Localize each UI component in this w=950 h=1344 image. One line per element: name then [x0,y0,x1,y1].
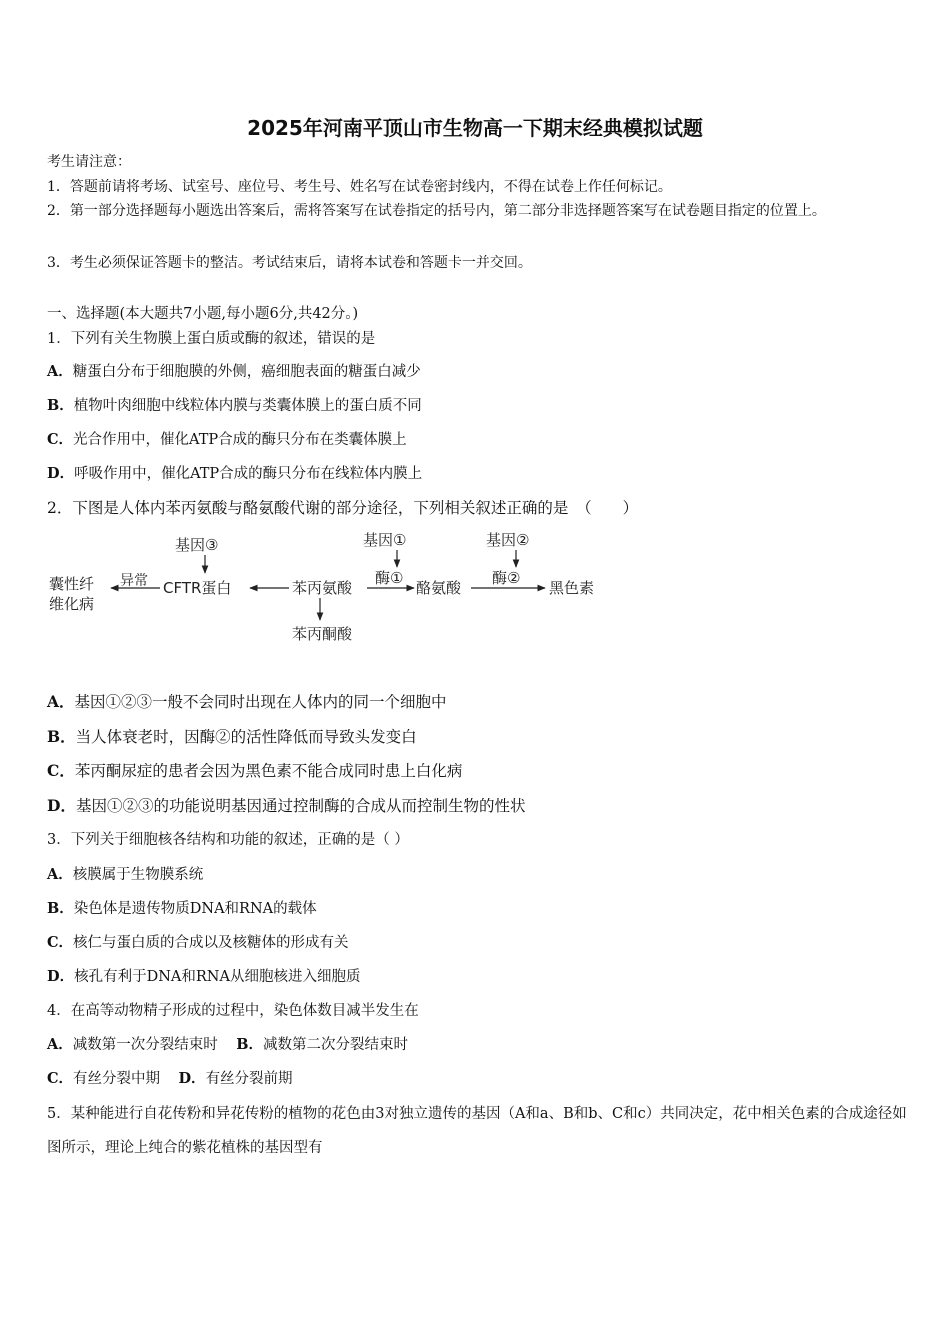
option-text: 基因①②③一般不会同时出现在人体内的同一个细胞中 [74,693,447,711]
q3-option-c [47,931,349,952]
option-text: 苯丙酮尿症的患者会因为黑色素不能合成同时患上白化病 [74,762,463,780]
option-text: 有丝分裂前期 [205,1071,293,1087]
q2-option-c [47,759,462,781]
option-text: 染色体是遗传物质DNA和RNA的载体 [73,901,317,917]
gene3-label: 基因③ [175,536,219,554]
option-text: 有丝分裂中期 [73,1071,161,1087]
notice-item-3: 3．考生必须保证答题卡的整洁。考试结束后，请将本试卷和答题卡一并交回。 [47,255,532,271]
option-text: 当人体衰老时，因酶②的活性降低而导致头发变白 [75,728,417,746]
option-label: C． [47,1070,74,1087]
q3-option-b [47,897,317,918]
tyrosine-label: 酪氨酸 [416,579,462,597]
gene1-label: 基因① [363,531,407,549]
option-text: 核孔有利于DNA和RNA从细胞核进入细胞质 [74,969,361,985]
q4-options-row1 [47,1033,408,1054]
option-text: 核仁与蛋白质的合成以及核糖体的形成有关 [73,935,349,951]
option-text: 糖蛋白分布于细胞膜的外侧，癌细胞表面的糖蛋白减少 [72,364,421,380]
option-text: 呼吸作用中，催化ATP合成的酶只分布在线粒体内膜上 [74,466,423,482]
notice-heading: 考生请注意： [47,154,131,170]
option-label: C． [47,431,74,448]
enzyme2-label: 酶② [492,569,521,587]
option-label: D． [178,1070,206,1087]
q5-stem: 5．某种能进行自花传粉和异花传粉的植物的花色由3对独立遗传的基因（A和a、B和b、C和c）共同决定，花中相关色素的合成途径如图所示，理论上纯合的紫花植株的基因型有 [47,1106,907,1156]
option-label: A． [47,866,73,883]
section-heading: 一、选择题(本大题共7小题,每小题6分,共42分。) [47,306,359,322]
option-label: A． [47,1036,73,1053]
option-label: B． [47,727,76,746]
q2-option-d [47,794,525,816]
option-label: B． [47,900,74,917]
q1-option-a [47,360,421,381]
option-label: D． [47,796,76,815]
q4-options-row2 [47,1067,293,1088]
option-label: D． [47,465,75,482]
metabolism-pathway-diagram [45,527,605,657]
option-label: A． [47,363,73,380]
option-label: B． [236,1036,263,1053]
enzyme1-label: 酶① [375,569,404,587]
melanin-label: 黑色素 [549,579,595,597]
option-label: C． [47,761,75,780]
disease-label-line1: 囊性纤 [49,575,95,593]
gene2-label: 基因② [486,531,530,549]
notice-item-1: 1．答题前请将考场、试室号、座位号、考生号、姓名写在试卷密封线内，不得在试卷上作任何标记。 [47,179,672,195]
q2-stem: 2．下图是人体内苯丙氨酸与酪氨酸代谢的部分途径，下列相关叙述正确的是 （ ） [47,499,639,517]
page-title: 2025年河南平顶山市生物高一下期末经典模拟试题 [247,116,703,140]
q2-option-a [47,690,447,712]
option-text: 核膜属于生物膜系统 [72,867,204,883]
q1-option-d [47,462,422,483]
q3-option-d [47,965,360,986]
q3-option-a [47,863,203,884]
abnormal-label: 异常 [120,573,148,589]
cftr-protein-label: CFTR蛋白 [163,579,232,597]
option-label: D． [47,968,75,985]
option-label: C． [47,934,74,951]
option-text: 减数第二次分裂结束时 [262,1037,408,1053]
q1-stem: 1．下列有关生物膜上蛋白质或酶的叙述，错误的是 [47,331,376,347]
notice-item-2: 2．第一部分选择题每小题选出答案后，需将答案写在试卷指定的括号内，第二部分非选择题答案写在试卷题目指定的位置上。 [47,203,826,219]
option-text: 减数第一次分裂结束时 [72,1037,218,1053]
q3-stem: 3．下列关于细胞核各结构和功能的叙述，正确的是（ ） [47,832,409,848]
option-text: 基因①②③的功能说明基因通过控制酶的合成从而控制生物的性状 [75,797,526,815]
option-text: 光合作用中，催化ATP合成的酶只分布在类囊体膜上 [73,432,407,448]
q1-option-c [47,428,407,449]
disease-label-line2: 维化病 [49,595,95,613]
option-label: A． [47,692,75,711]
option-label: B． [47,397,74,414]
q4-stem: 4．在高等动物精子形成的过程中，染色体数目减半发生在 [47,1003,419,1019]
option-text: 植物叶肉细胞中线粒体内膜与类囊体膜上的蛋白质不同 [73,398,422,414]
q1-option-b [47,394,422,415]
phenylalanine-label: 苯丙氨酸 [292,579,353,597]
q2-option-b [47,725,417,747]
phenylpyruvic-acid-label: 苯丙酮酸 [292,625,353,643]
